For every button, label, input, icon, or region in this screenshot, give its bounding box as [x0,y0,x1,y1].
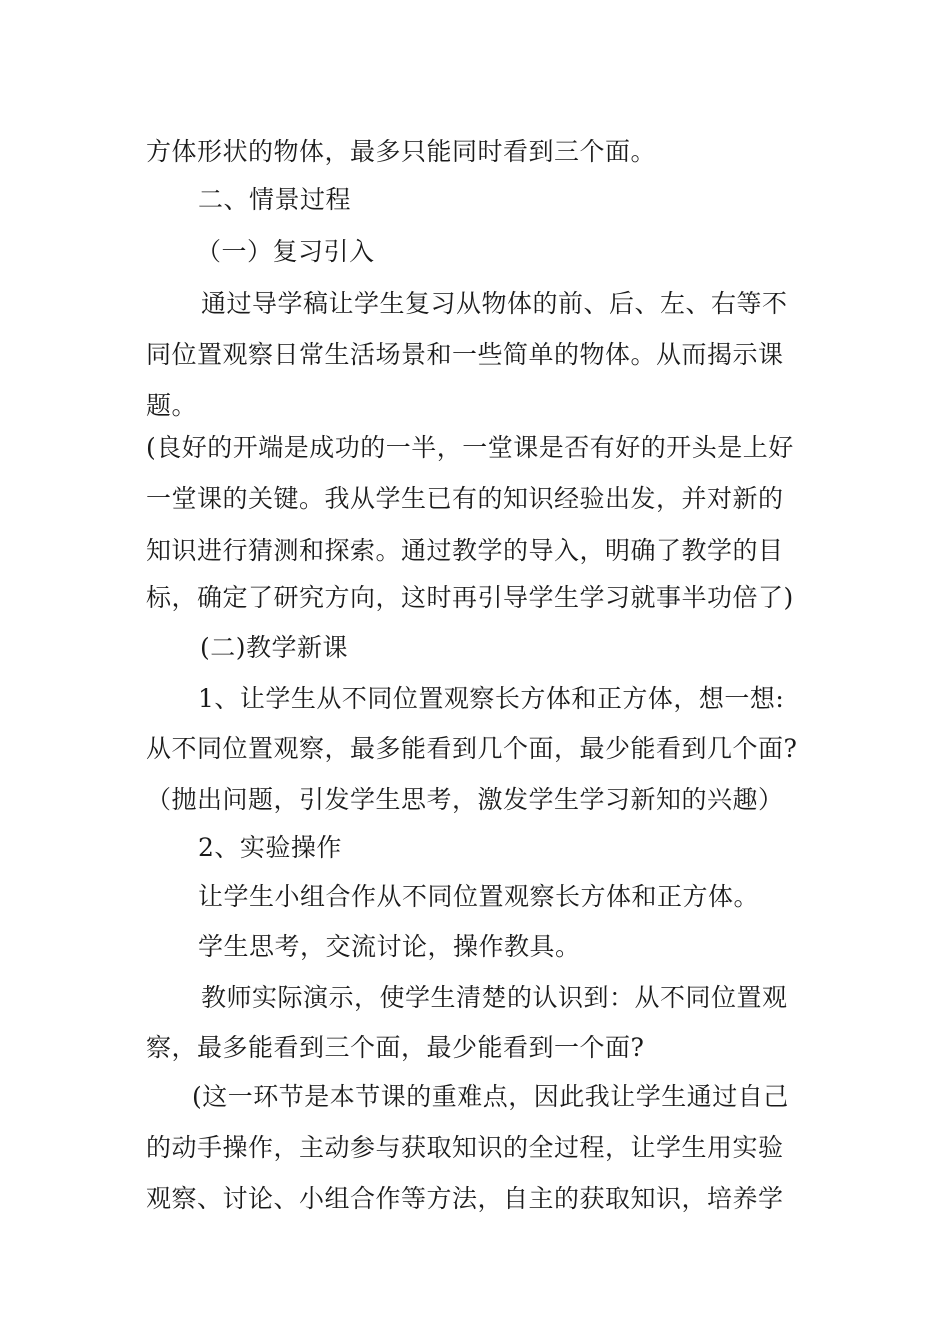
subsection-heading: （一）复习引入 [196,237,375,266]
text-line: 从不同位置观察，最多能看到几个面，最少能看到几个面? [146,734,798,763]
text-line: 题。 [146,391,198,420]
text-line: 方体形状的物体，最多只能同时看到三个面。 [146,137,657,166]
text-line: （抛出问题，引发学生思考，激发学生学习新知的兴趣） [146,785,784,814]
text-line: 的动手操作，主动参与获取知识的全过程，让学生用实验 [146,1133,784,1162]
text-line: 让学生小组合作从不同位置观察长方体和正方体。 [198,882,760,911]
text-line: (良好的开端是成功的一半，一堂课是否有好的开头是上好 [146,433,794,462]
text-line: 2、实验操作 [198,833,342,862]
text-line: 察，最多能看到三个面，最少能看到一个面? [146,1033,645,1062]
text-line: 教师实际演示，使学生清楚的认识到：从不同位置观 [201,983,788,1012]
subsection-heading: (二)教学新课 [200,633,349,662]
text-line: 一堂课的关键。我从学生已有的知识经验出发，并对新的 [146,484,784,513]
text-line: (这一环节是本节课的重难点，因此我让学生通过自己 [192,1082,789,1111]
section-heading: 二、情景过程 [198,185,352,214]
text-line: 标，确定了研究方向，这时再引导学生学习就事半功倍了) [146,583,794,612]
text-line: 同位置观察日常生活场景和一些简单的物体。从而揭示课 [146,340,784,369]
text-line: 观察、讨论、小组合作等方法，自主的获取知识，培养学 [146,1184,784,1213]
text-line: 通过导学稿让学生复习从物体的前、后、左、右等不 [201,289,788,318]
text-line: 1、让学生从不同位置观察长方体和正方体，想一想: [198,684,785,713]
text-line: 学生思考，交流讨论，操作教具。 [198,932,581,961]
text-line: 知识进行猜测和探索。通过教学的导入，明确了教学的目 [146,536,784,565]
